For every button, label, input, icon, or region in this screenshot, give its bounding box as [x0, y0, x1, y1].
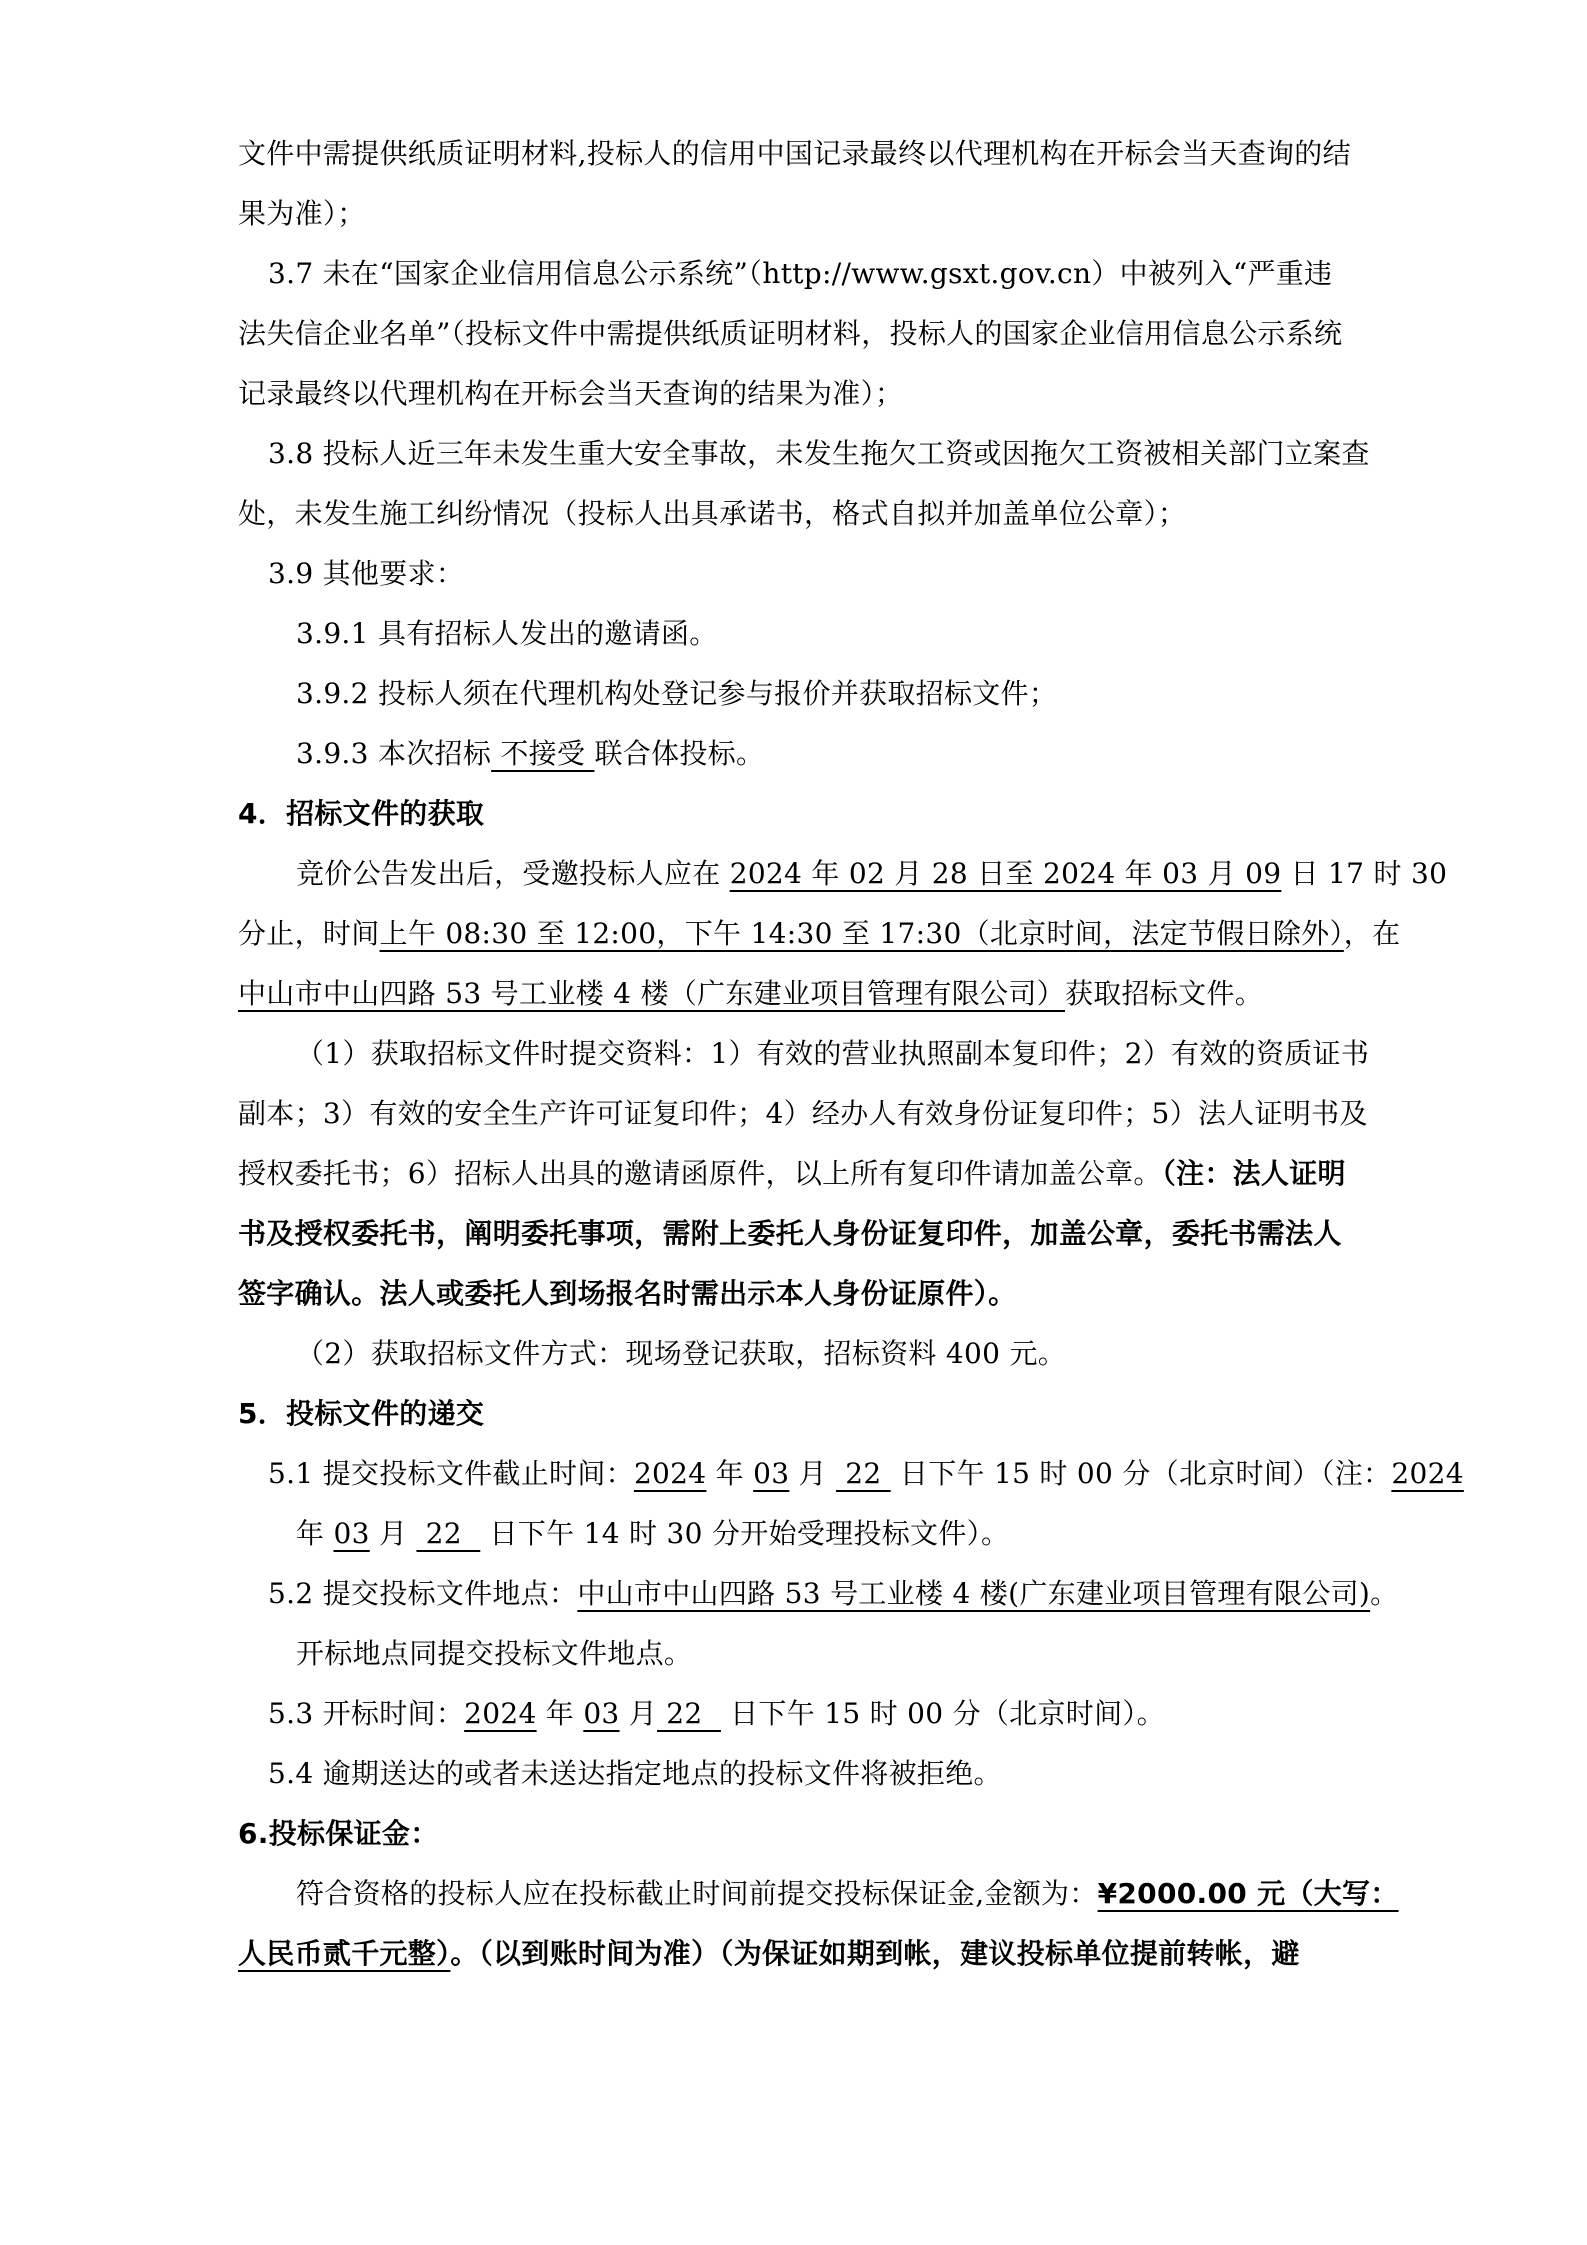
text-segment: （1）获取招标文件时提交资料：1）有效的营业执照副本复印件；2）有效的资质证书: [296, 1037, 1370, 1070]
filled-in-value: 03: [333, 1517, 370, 1550]
text-segment: 开标地点同提交投标文件地点。: [296, 1637, 693, 1670]
text-segment: 5.3 开标时间：: [268, 1697, 465, 1730]
text-line: [238, 304, 1358, 364]
text-segment: 记录最终以代理机构在开标会当天查询的结果为准）；: [238, 377, 904, 410]
text-line: [238, 1744, 1358, 1804]
text-segment: 签字确认。法人或委托人到场报名时需出示本人身份证原件）。: [238, 1277, 1017, 1310]
text-line: [238, 1684, 1358, 1744]
filled-in-value: 2024: [633, 1457, 707, 1490]
text-segment: （注：法人证明: [1161, 1157, 1346, 1190]
text-segment: 5.1 提交投标文件截止时间：: [268, 1457, 634, 1490]
section-heading: [238, 1384, 1358, 1444]
text-line: [238, 964, 1358, 1024]
text-segment: 5.4 逾期送达的或者未送达指定地点的投标文件将被拒绝。: [268, 1757, 1002, 1790]
text-segment: 3.9.2 投标人须在代理机构处登记参与报价并获取招标文件；: [296, 677, 1058, 710]
filled-in-value: ¥2000.00 元（大写：: [1097, 1877, 1399, 1910]
text-segment: 日 17 时 30: [1281, 857, 1448, 890]
text-segment: 符合资格的投标人应在投标截止时间前提交投标保证金,金额为：: [296, 1877, 1098, 1910]
text-line: [238, 1624, 1358, 1684]
section-heading: [238, 784, 1358, 844]
filled-in-value: 2024: [464, 1697, 537, 1730]
text-segment: 4．招标文件的获取: [238, 797, 485, 830]
text-segment: 。（以到账时间为准）（为保证如期到帐，建议投标单位提前转帐，避: [450, 1937, 1300, 1970]
text-line: [238, 424, 1370, 484]
filled-in-value: 22: [836, 1457, 891, 1490]
text-segment: 授权委托书；6）招标人出具的邀请函原件，以上所有复印件请加盖公章。: [238, 1157, 1162, 1190]
text-segment: 3.7 未在“国家企业信用信息公示系统”（http://www.gsxt.gov.cn）中被列入“严重违: [268, 257, 1333, 290]
section-heading: [238, 1804, 1358, 1864]
text-segment: 果为准）；: [238, 197, 366, 230]
text-segment: 5.2 提交投标文件地点：: [268, 1577, 578, 1610]
text-segment: 分止，时间: [238, 917, 380, 950]
text-segment: 文件中需提供纸质证明材料,投标人的信用中国记录最终以代理机构在开标会当天查询的结: [238, 137, 1351, 170]
text-segment: 3.9 其他要求：: [268, 557, 465, 590]
text-line: [238, 904, 1401, 964]
filled-in-value: 上午 08:30 至 12:00，下午 14:30 至 17:30（北京时间，法定节假日除外）: [379, 917, 1344, 950]
text-line: [238, 664, 1358, 724]
text-line: [238, 244, 1358, 304]
filled-in-value: 22: [416, 1517, 481, 1550]
text-segment: 5．投标文件的递交: [238, 1397, 485, 1430]
text-segment: 3.9.3 本次招标: [296, 737, 492, 770]
filled-in-value: 不接受: [491, 737, 595, 770]
text-segment: 副本；3）有效的安全生产许可证复印件；4）经办人有效身份证复印件；5）法人证明书及: [238, 1097, 1368, 1130]
text-line: [238, 1204, 1358, 1264]
text-line: [238, 604, 1358, 664]
text-line: [238, 364, 1358, 424]
text-line: [238, 184, 1358, 244]
text-segment: 月: [369, 1517, 417, 1550]
text-segment: 法失信企业名单”（投标文件中需提供纸质证明材料，投标人的国家企业信用信息公示系统: [238, 317, 1343, 350]
text-segment: 3.8 投标人近三年未发生重大安全事故，未发生拖欠工资或因拖欠工资被相关部门立案查: [268, 437, 1370, 470]
text-segment: 日下午 14 时 30 分开始受理投标文件）。: [480, 1517, 1010, 1550]
filled-in-value: 03: [753, 1457, 790, 1490]
filled-in-value: 2024 年 02 月 28 日至 2024 年 03 月 09: [729, 857, 1282, 890]
text-segment: 处，未发生施工纠纷情况（投标人出具承诺书，格式自拟并加盖单位公章）；: [238, 497, 1187, 530]
text-segment: 。: [1370, 1577, 1399, 1610]
text-line: [238, 124, 1358, 184]
text-line: [238, 844, 1448, 904]
text-segment: 获取招标文件。: [1064, 977, 1264, 1010]
text-segment: 书及授权委托书，阐明委托事项，需附上委托人身份证复印件，加盖公章，委托书需法人: [238, 1217, 1342, 1250]
text-line: [238, 724, 1358, 784]
filled-in-value: 中山市中山四路 53 号工业楼 4 楼(广东建业项目管理有限公司): [577, 1577, 1371, 1610]
text-segment: 联合体投标。: [594, 737, 765, 770]
filled-in-value: 2024: [1391, 1457, 1464, 1490]
text-line: [238, 1564, 1399, 1624]
text-line: [238, 544, 1358, 604]
text-line: [238, 1504, 1358, 1564]
text-segment: 3.9.1 具有招标人发出的邀请函。: [296, 617, 718, 650]
text-segment: 日下午 15 时 00 分（北京时间）（注：: [890, 1457, 1392, 1490]
text-segment: 年: [536, 1697, 584, 1730]
filled-in-value: 03: [583, 1697, 620, 1730]
text-line: [238, 1084, 1368, 1144]
text-segment: 竞价公告发出后，受邀投标人应在: [296, 857, 730, 890]
text-segment: （2）获取招标文件方式：现场登记获取，招标资料 400 元。: [296, 1337, 1067, 1370]
text-line: [238, 1924, 1358, 1984]
text-line: [238, 1324, 1358, 1384]
text-segment: ，在: [1343, 917, 1401, 950]
text-segment: 日下午 15 时 00 分（北京时间）。: [720, 1697, 1165, 1730]
filled-in-value: 22: [657, 1697, 721, 1730]
document-content: [238, 124, 1464, 1984]
text-line: [238, 1144, 1358, 1204]
text-line: [238, 1864, 1399, 1924]
text-segment: 月: [619, 1697, 658, 1730]
text-line: [238, 1444, 1464, 1504]
text-segment: 年: [296, 1517, 334, 1550]
text-segment: 6.投标保证金：: [238, 1817, 439, 1850]
text-line: [238, 1264, 1358, 1324]
text-segment: 月: [789, 1457, 837, 1490]
filled-in-value: 人民币贰千元整）: [238, 1937, 451, 1970]
text-line: [238, 484, 1358, 544]
filled-in-value: 中山市中山四路 53 号工业楼 4 楼（广东建业项目管理有限公司）: [238, 977, 1065, 1010]
text-line: [238, 1024, 1370, 1084]
text-segment: 年: [706, 1457, 754, 1490]
